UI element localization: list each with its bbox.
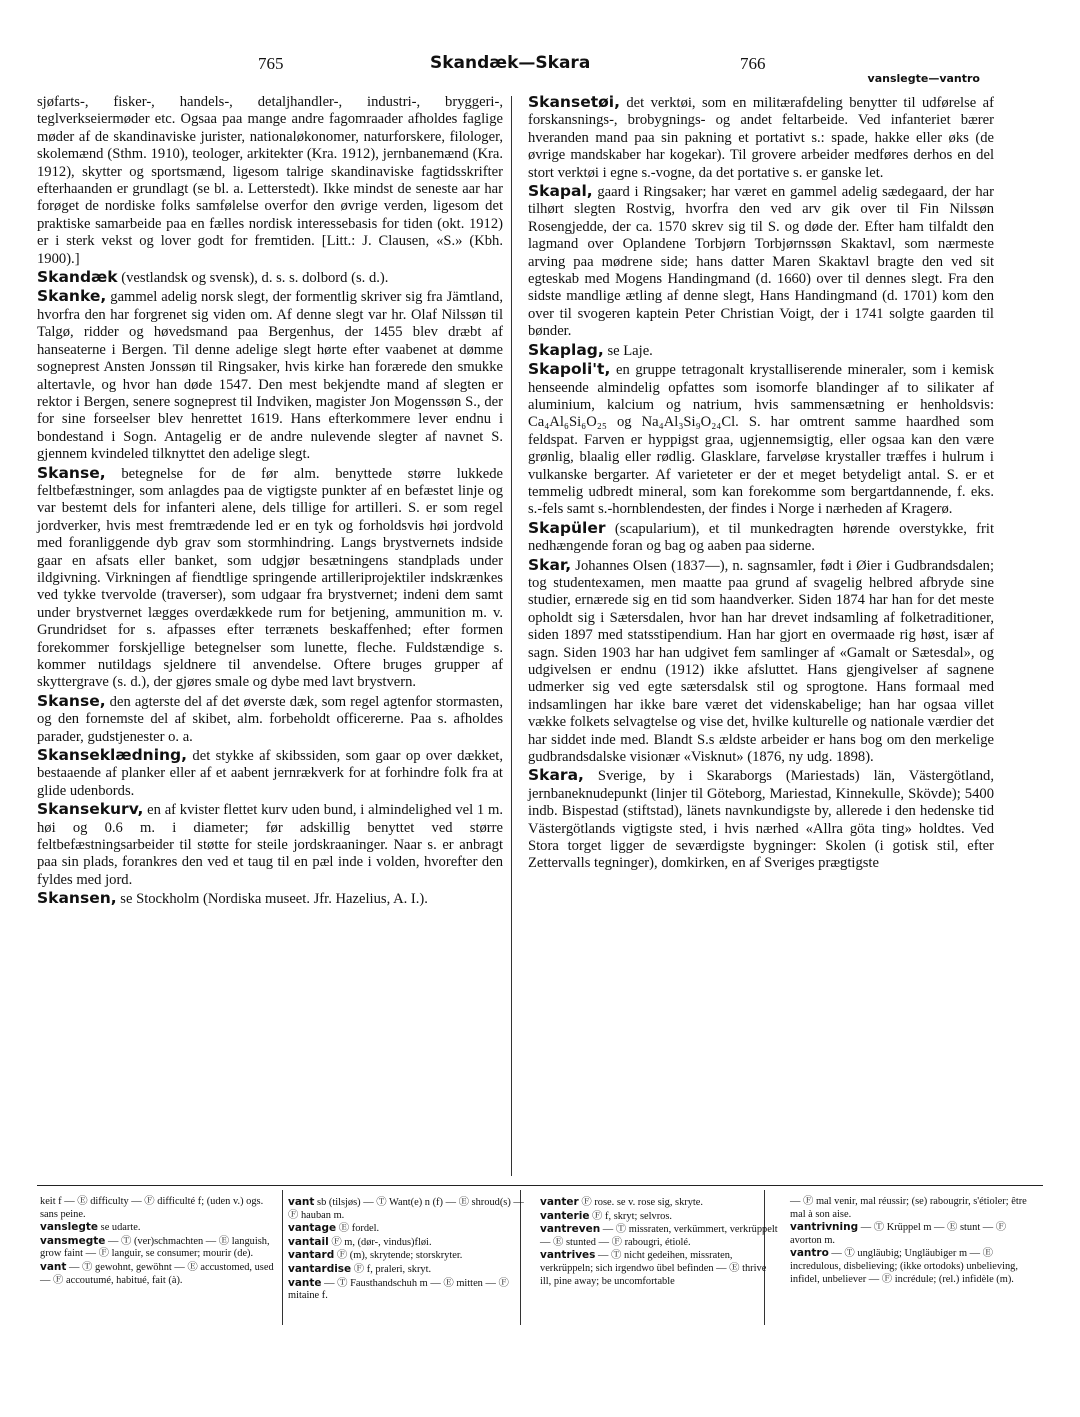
headword: vantreven: [540, 1223, 601, 1236]
entry: [528, 520, 994, 556]
entry: [288, 1249, 528, 1263]
entry: [37, 269, 503, 287]
headword: Skansekurv,: [37, 800, 144, 819]
headword: vanterie: [540, 1209, 590, 1222]
headword: vant: [40, 1260, 67, 1273]
entry: [540, 1210, 780, 1224]
entry-text: betegnelse for de før alm. benyttede større lukkede feltbefæstninger, som anlagdes paa de vigtigste punkter af en befæstet linje og var bestemt dels for infanteri alene, dels tillige for artilleri. S. er som regel jordverker, hvis mest fremtrædende led er en tyk og forholdsvis høi jordvold med foranliggende dyb grav som stormhindring. Langs brystvernets indside gaar en afsats eller banket, som udgjør besætningens standplads under ildgivning. Virkningen af fiendtlige springende artilleriprojektiler indskrænkes ved tykke tvervolde (traverser), som udgaar fra brystvernet; indeni dem samt under brystvernet lægges overdækkede rum for betjening, ammunition m. v. Grundridset for s. afpasses efter terrænets beskaffenhed; efter formen forekommer forskjellige betegnelser som lunette, fleche. Fuldstændige s. kommer nutildags sjeldnere til anvendelse. Oftere bruges grupper af skyttergrave (s. d.), der gjøres smale og dybe med lavt brystvern.: [37, 465, 503, 691]
entry: [37, 801, 503, 889]
entry-text: det verktøi, som en militærafdeling benytter til udførelse af forskansnings-, brobygnings- og andet feltarbeide. Ved infanteriet bærer hveranden mand paa sin pakning et portativt s.: spade, hakke eller øks (de øvrige mandskaber har kogekar). Til grovere arbeider medføres derhos en del stort verktøi i egne s.-vogne, da det portative s. er ganske let.: [528, 95, 994, 181]
entry-text: Ⓕ m, (dør-, vindus)fløi.: [328, 1236, 432, 1248]
headword: vansmegte: [40, 1234, 106, 1247]
entry-text: — Ⓣ nicht gedeihen, missraten, verkrüppeln; sich irgendwo übel befinden — Ⓔ thrive ill, pine away; be uncomfortable: [540, 1250, 767, 1287]
entry-text: en af kvister flettet kurv uden bund, i almindelighed vel 1 m. høi og 0.6 m. i diameter; før adskillig benyttet ved større feltbefæstningsarbeider til støtte for steile jordskraaninger. Naar s. er anbragt paa sin plads, forankres den ved et taug til en pæl inde i volden, hvorefter den fyldes med jord.: [37, 802, 503, 888]
entry: [288, 1263, 528, 1277]
entry-text: (vestlandsk og svensk), d. s. s. dolbord (s. d.).: [117, 270, 389, 287]
headword: Skanse,: [37, 463, 106, 482]
headword: vante: [288, 1276, 322, 1289]
entry-text: — Ⓣ missraten, verkümmert, verkrüppelt — Ⓔ stunted — Ⓕ rabougri, étiolé.: [540, 1224, 778, 1248]
entry-text: — Ⓕ mal venir, mal réussir; (se) rabougrir, s'étioler; être mal à son aise.: [790, 1196, 1027, 1220]
entry: [528, 557, 994, 767]
headword: Skandæk: [37, 268, 118, 287]
vocabulary-column: [288, 1196, 528, 1303]
entry-text: Ⓕ rose. se v. rose sig, skryte.: [578, 1197, 704, 1208]
entry: [37, 747, 503, 800]
entry: [40, 1221, 280, 1235]
entry: [37, 94, 503, 268]
entry: [540, 1249, 780, 1288]
headword: Skapal,: [528, 182, 593, 201]
vocabulary-catchword: vanslegte—vantro: [867, 72, 980, 85]
entry-text: — Ⓣ Krüppel m — Ⓔ stunt — Ⓕ avorton m.: [790, 1222, 1007, 1246]
entry: [528, 361, 994, 519]
entry: [540, 1196, 780, 1210]
entry-text: Ⓕ f, praleri, skryt.: [351, 1263, 432, 1275]
vocabulary-column: [540, 1196, 780, 1288]
entry-text: sb (tilsjøs) — Ⓣ Want(e) n (f) — Ⓔ shroud(s) — Ⓕ hauban m.: [288, 1197, 524, 1221]
headword: vanslegte: [40, 1221, 99, 1234]
headword: Skansen,: [37, 889, 117, 908]
entry: [288, 1196, 528, 1222]
entry-text: gammel adelig norsk slegt, der formentlig skriver sig fra Jämtland, hvorfra den har forgrenet sig viden om. Af denne slegt var hr. Olaf Nilssøn til Talgø, ridder og høvedsmand paa Bergenhus, der 1455 blev dræbt af hanseaterne i Bergen. Til denne adelige slegt hørte efter vaabenet at dømme sogneprest Ansten Jonssøn til Ringsaker, hvis kirke han forærede den smukke altertavle, og hvor han døde 1547. Den mest bekjendte mand af slegten er rektor i Bergen, senere sogneprest til Indviken, magister Jon Mogenssøn S., der for sine forseelser blev henrettet 1619. Hans efterkommere lever endnu i bondestand i Sogn. Antagelig er de andre nulevende slegter af navnet S. gjennem kvindeled tilknyttet den adelige slegt.: [37, 289, 503, 463]
headword: Skara,: [528, 766, 584, 785]
entry-text: (scapularium), et til munkedragten hørende overstykke, frit nedhængende foran og bag og aaben paa siderne.: [528, 520, 994, 555]
headword: vantrivning: [790, 1221, 859, 1234]
headword: vantrives: [540, 1249, 596, 1262]
headword: Skapüler: [528, 518, 606, 537]
entry-text: Ⓔ fordel.: [336, 1223, 380, 1235]
entry-text: — Ⓣ gewohnt, gewöhnt — Ⓔ accustomed, used — Ⓕ accoutumé, habitué, fait (à).: [40, 1261, 274, 1286]
entry-text: keit f — Ⓔ difficulty — Ⓕ difficulté f; (uden v.) ogs. sans peine.: [40, 1196, 264, 1220]
headword: Skanse,: [37, 691, 106, 710]
headword: vantail: [288, 1235, 329, 1248]
entry-text: Johannes Olsen (1837—), n. sagnsamler, født i Øier i Gudbrandsdalen; tog studentexamen, men maatte paa grund af svagelig helbred afbryde sine studier, ernærede sig en tid som haandverker. Siden 1874 har han for det meste opholdt sig i Sætersdalen, hvor han har drevet indsamling af folketraditioner, siden 1897 med statsstipendium. Han har gjort en overmaade rig høst, især af sagn. Siden 1903 har han udgivet fem samlinger af «Gamalt or Sætesdal», og udgivelsen er endnu (1912) ikke afsluttet. Hans gjengivelser af sagnene udmerker sig ved egte sætersdalsk stil og sprogtone. Hans formaal med indsamlingen har ikke bare været det videnskabelige; han har ogsaa villet vække folkets selvagtelse og vise det, hvilke kulturelle og nationale værdier det har siddet inde med. Blandt S.s ældste arbeider er hans bog om den merkelige gudbrandsdalske visionær «Visknut» (1876, ny udg. 1898).: [528, 557, 994, 766]
headword: Skapoli't,: [528, 360, 611, 379]
column-divider: [511, 96, 512, 1176]
entry: [528, 183, 994, 341]
running-title: Skandæk—Skara: [430, 53, 591, 73]
vocabulary-column: [40, 1196, 280, 1287]
entry-text: sjøfarts-, fisker-, handels-, detaljhandler-, industri-, bryggeri-, teglverkseiermøder etc. Ogsaa paa mange andre fagomraader afholdes faglige møder af de skandinaviske jurister, nationaløkonomer, naturforskere, filologer, skolemænd (Sthm. 1910), teologer, arkitekter (Kra. 1912), jernbanemænd (Kra. 1912), skytter og sportsmænd, ligesom talrige skandinaviske fagtidsskrifter efterhaanden er grundlagt (se bl. a. Letterstedt). Ikke mindst de seneste aar har forøget de nordiske folks samfølelse overfor den øvrige verden, ligesom det praktiske samarbeide paa en fælles nordisk interessebasis for tiden (okt. 1912) er i sterk vekst og lover godt for fremtiden. [Litt.: J. Clausen, «S.» (Kbh. 1900).]: [37, 94, 503, 267]
entry-text: gaard i Ringsaker; har været en gammel adelig sædegaard, der har tilhørt slegten Rostvig, hvorfra den ved arv gik over til Fin Nilssøn Rosengjedde, der ca. 1570 skrev sig til S. og døde der. Efter ham tilfaldt den lagmand over Oplandene Torbjørn Torbjørnssøn Skaktavl, som nærmeste arving paa mødrene side; hans datter Maren Skaktavl bragte den ved sit egteskab med Mogens Handingmand (d. 1660) over til dennes slegt. Fra den sidste mandlige ætling af denne slegt, Hans Handingmand (d. 1701) kom den over til svogeren kaptein Peter Christian Voigt, der i 1741 solgte gaarden til bønder.: [528, 184, 994, 340]
entry-text: en gruppe tetragonalt krystalliserende mineraler, som i kemisk henseende almindelig opfattes som isomorfe blandinger af to silikater af aluminium, kalcium og natrium, hvis sammensætning er henholdsvis: Ca₄Al₆Si₆O₂₅ og Na₄Al₃Si₉O₂₄Cl. S. har omtrent samme haardhed som feldspat. Farven er hyppigst graa, ugjennemsigtig, eller ogsaa kan den være grønlig, blaalig eller rødlig. Glasklare, farveløse krystaller træffes i hulrum i vulkanske bergarter. Af varieteter er der et meget betydeligt antal. S. er et temmelig udbredt mineral, som kan forekomme som bergartdannende, f. eks. s.-fels samt s.-hornblendesten, der findes i Norge i nærheden af Kragerø.: [528, 362, 994, 518]
headword: vantro: [790, 1247, 829, 1260]
entry-text: — Ⓣ ungläubig; Ungläubiger m — Ⓔ incredulous, disbelieving; (ikke ortodoks) unbelieving, infidel, unbeliever — Ⓕ incrédule; (rel.) infidèle (m).: [790, 1248, 1018, 1285]
entry-text: Sverige, by i Skaraborgs (Mariestads) län, Västergötland, jernbaneknudepunkt (linjer til Göteborg, Mariestad, Kinnekulle, Skövde); 5400 indb. Bispestad (stiftstad), länets navnkundigste by, allerede i den hedenske tid Västergötlands vigtigste sted, i hvis nærhed «Allra göta ting» holdtes. Ved Stora torget ligger de seværdigste bygninger: Skolen (i gotisk stil, efter Zettervalls tegninger), domkirken, en af Sveriges prægtigste: [528, 768, 994, 872]
headword: vanter: [540, 1196, 579, 1208]
headword: Skaplag,: [528, 340, 604, 359]
vocabulary-column: [790, 1196, 1030, 1286]
headword: vantard: [288, 1249, 335, 1262]
entry: [37, 693, 503, 746]
entry-text: se Stockholm (Nordiska museet. Jfr. Hazelius, A. I.).: [116, 891, 428, 908]
left-text-column: [37, 94, 503, 909]
entry: [288, 1222, 528, 1236]
entry: [790, 1221, 1030, 1247]
headword: vantardise: [288, 1262, 352, 1275]
entry: [528, 342, 994, 360]
entry: [288, 1236, 528, 1250]
headword: Skanke,: [37, 287, 107, 306]
entry: [37, 890, 503, 908]
right-text-column: [528, 94, 994, 873]
entry: [528, 94, 994, 182]
headword: vantage: [288, 1222, 337, 1235]
entry: [288, 1277, 528, 1303]
entry: [540, 1223, 780, 1249]
entry: [40, 1235, 280, 1261]
entry-text: den agterste del af det øverste dæk, som regel agtenfor stormasten, og den fornemste del af skibet, alm. forbeholdt officererne. Paa s. afholdes parader, gudstjenester o. a.: [37, 693, 503, 745]
footer-divider: [37, 1185, 1043, 1186]
entry: [40, 1196, 280, 1221]
headword: Skanseklædning,: [37, 746, 188, 765]
entry-text: se udarte.: [98, 1222, 141, 1234]
entry-text: Ⓕ (m), skrytende; storskryter.: [334, 1250, 463, 1262]
entry: [37, 465, 503, 692]
entry: [528, 767, 994, 872]
entry: [37, 288, 503, 463]
entry-text: — Ⓣ Fausthandschuh m — Ⓔ mitten — Ⓕ mitaine f.: [288, 1277, 509, 1302]
headword: Skansetøi,: [528, 93, 620, 111]
vocab-divider: [282, 1190, 283, 1325]
entry-text: se Laje.: [603, 342, 653, 359]
entry: [40, 1261, 280, 1287]
entry-text: — Ⓣ (ver)schmachten — Ⓔ languish, grow faint — Ⓕ languir, se consumer; mourir (de).: [40, 1235, 270, 1260]
right-page-number: 766: [740, 54, 766, 73]
left-page-number: 765: [258, 54, 284, 73]
entry-text: det stykke af skibssiden, som gaar op over dækket, bestaaende af planker eller af et aabent jernrækverk for at forhindre folk fra at glide udenbords.: [37, 748, 503, 799]
headword: Skar,: [528, 555, 572, 574]
headword: vant: [288, 1196, 315, 1208]
entry: [790, 1247, 1030, 1286]
entry-text: Ⓕ f, skryt; selvros.: [589, 1210, 672, 1222]
entry: [790, 1196, 1030, 1221]
